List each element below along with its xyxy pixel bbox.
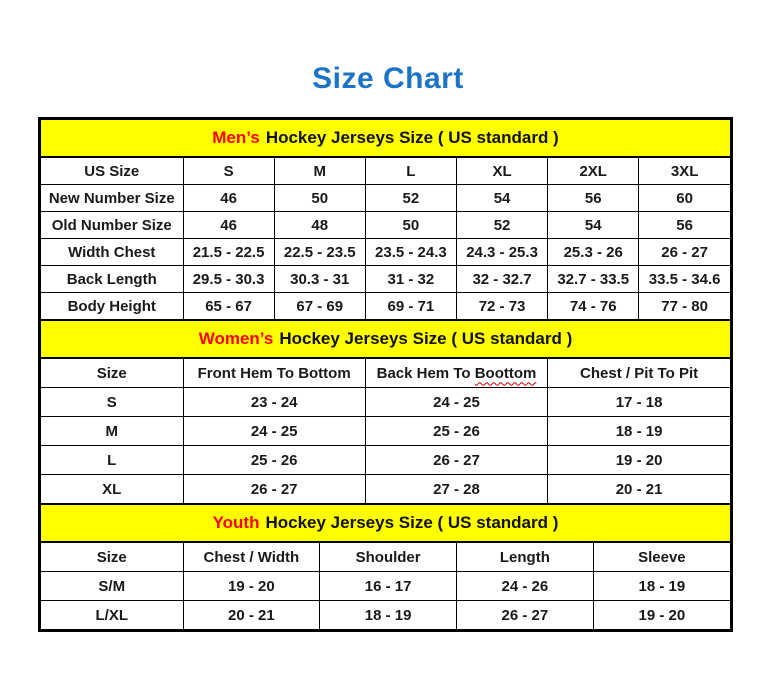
value-cell: 27 - 28: [365, 475, 547, 504]
column-header: 3XL: [639, 158, 730, 185]
column-header: Length: [457, 543, 594, 572]
youth-size-table: [41, 543, 730, 629]
value-cell: 32.7 - 33.5: [548, 266, 639, 293]
value-cell: 17 - 18: [548, 388, 730, 417]
value-cell: 30.3 - 31: [274, 266, 365, 293]
value-cell: 46: [183, 185, 274, 212]
row-label-cell: XL: [41, 475, 183, 504]
row-label-cell: M: [41, 417, 183, 446]
row-label-cell: Body Height: [41, 293, 183, 320]
value-cell: 18 - 19: [593, 572, 730, 601]
value-cell: 67 - 69: [274, 293, 365, 320]
column-header: Chest / Width: [183, 543, 320, 572]
column-header: Front Hem To Bottom: [183, 359, 365, 388]
row-label-cell: Old Number Size: [41, 212, 183, 239]
value-cell: 18 - 19: [320, 601, 457, 630]
row-label-cell: S: [41, 388, 183, 417]
value-cell: 52: [365, 185, 456, 212]
misspelled-word: Boottom: [474, 364, 537, 382]
band-highlight-mens: Men’s: [212, 128, 260, 147]
value-cell: 56: [548, 185, 639, 212]
value-cell: 54: [456, 185, 547, 212]
value-cell: 29.5 - 30.3: [183, 266, 274, 293]
table-row: [41, 212, 730, 239]
section-mens: [41, 120, 730, 319]
value-cell: 24 - 26: [457, 572, 594, 601]
column-header: S: [183, 158, 274, 185]
value-cell: 33.5 - 34.6: [639, 266, 730, 293]
band-text-mens: Hockey Jerseys Size ( US standard ): [265, 128, 559, 147]
row-label-cell: New Number Size: [41, 185, 183, 212]
section-header-womens: [41, 319, 730, 359]
value-cell: 20 - 21: [183, 601, 320, 630]
section-youth: [41, 503, 730, 629]
band-highlight-youth: Youth: [212, 513, 260, 532]
value-cell: 24 - 25: [183, 417, 365, 446]
value-cell: 24.3 - 25.3: [456, 239, 547, 266]
row-label-cell: Width Chest: [41, 239, 183, 266]
value-cell: 31 - 32: [365, 266, 456, 293]
value-cell: 26 - 27: [183, 475, 365, 504]
value-cell: 46: [183, 212, 274, 239]
table-row: [41, 185, 730, 212]
value-cell: 19 - 20: [183, 572, 320, 601]
value-cell: 16 - 17: [320, 572, 457, 601]
header-row: [41, 359, 730, 388]
column-header: L: [365, 158, 456, 185]
header-row: [41, 543, 730, 572]
value-cell: 25 - 26: [365, 417, 547, 446]
band-text-youth: Hockey Jerseys Size ( US standard ): [265, 513, 559, 532]
column-header: M: [274, 158, 365, 185]
table-row: [41, 417, 730, 446]
column-header: Size: [41, 543, 183, 572]
value-cell: 50: [365, 212, 456, 239]
column-header-text: Back Hem To: [376, 364, 475, 382]
value-cell: 19 - 20: [548, 446, 730, 475]
band-highlight-womens: Women’s: [198, 329, 274, 348]
value-cell: 69 - 71: [365, 293, 456, 320]
table-row: [41, 601, 730, 630]
column-header: 2XL: [548, 158, 639, 185]
column-header: [365, 359, 547, 388]
value-cell: 74 - 76: [548, 293, 639, 320]
value-cell: 23 - 24: [183, 388, 365, 417]
value-cell: 20 - 21: [548, 475, 730, 504]
column-header: Shoulder: [320, 543, 457, 572]
value-cell: 26 - 27: [457, 601, 594, 630]
value-cell: 19 - 20: [593, 601, 730, 630]
value-cell: 25 - 26: [183, 446, 365, 475]
section-header-youth: [41, 503, 730, 543]
column-header: Chest / Pit To Pit: [548, 359, 730, 388]
value-cell: 24 - 25: [365, 388, 547, 417]
value-cell: 65 - 67: [183, 293, 274, 320]
table-row: [41, 572, 730, 601]
page-title: Size Chart: [312, 62, 464, 95]
table-row: [41, 293, 730, 320]
mens-size-table: [41, 158, 730, 319]
column-header: XL: [456, 158, 547, 185]
row-label-cell: L/XL: [41, 601, 183, 630]
row-label-cell: S/M: [41, 572, 183, 601]
header-row: [41, 158, 730, 185]
value-cell: 60: [639, 185, 730, 212]
value-cell: 26 - 27: [365, 446, 547, 475]
table-row: [41, 239, 730, 266]
table-row: [41, 388, 730, 417]
value-cell: 48: [274, 212, 365, 239]
value-cell: 22.5 - 23.5: [274, 239, 365, 266]
size-chart: [38, 117, 733, 632]
womens-size-table: [41, 359, 730, 503]
value-cell: 25.3 - 26: [548, 239, 639, 266]
row-label-cell: Back Length: [41, 266, 183, 293]
row-label-cell: L: [41, 446, 183, 475]
section-womens: [41, 319, 730, 503]
column-header: US Size: [41, 158, 183, 185]
value-cell: 52: [456, 212, 547, 239]
value-cell: 72 - 73: [456, 293, 547, 320]
value-cell: 18 - 19: [548, 417, 730, 446]
value-cell: 21.5 - 22.5: [183, 239, 274, 266]
value-cell: 32 - 32.7: [456, 266, 547, 293]
value-cell: 54: [548, 212, 639, 239]
value-cell: 56: [639, 212, 730, 239]
table-row: [41, 475, 730, 504]
band-text-womens: Hockey Jerseys Size ( US standard ): [279, 329, 573, 348]
table-row: [41, 446, 730, 475]
value-cell: 26 - 27: [639, 239, 730, 266]
section-header-mens: [41, 120, 730, 158]
value-cell: 50: [274, 185, 365, 212]
value-cell: 23.5 - 24.3: [365, 239, 456, 266]
column-header: Sleeve: [593, 543, 730, 572]
column-header: Size: [41, 359, 183, 388]
value-cell: 77 - 80: [639, 293, 730, 320]
table-row: [41, 266, 730, 293]
